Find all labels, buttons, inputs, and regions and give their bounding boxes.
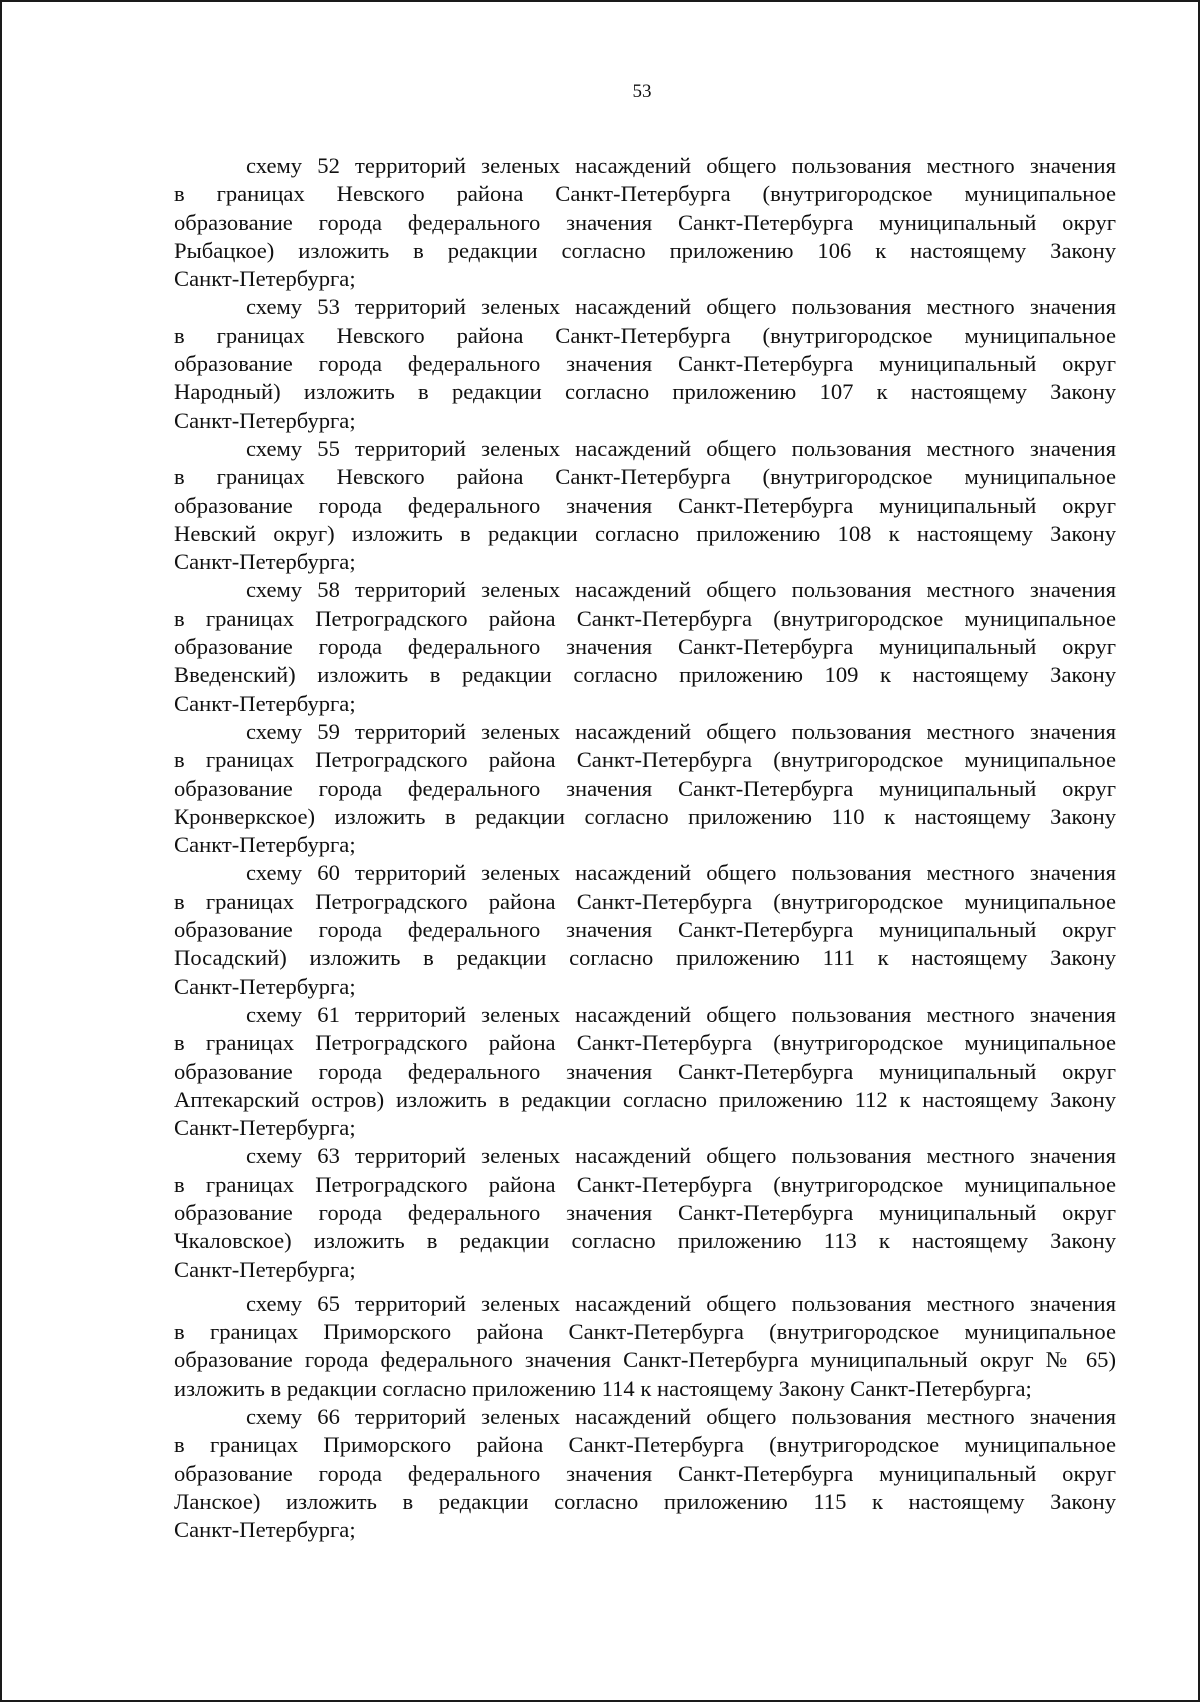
paragraph xyxy=(174,576,1116,717)
page-number: 53 xyxy=(632,81,652,102)
text-line: в границах Приморского района Санкт-Петербурга (внутригородское муниципальное xyxy=(174,1319,1116,1345)
text-line: Санкт-Петербурга; xyxy=(174,407,356,433)
text-line: в границах Невского района Санкт-Петербурга (внутригородское муниципальное xyxy=(174,464,1116,490)
text-line: схему 66 территорий зеленых насаждений общего пользования местного значения xyxy=(246,1404,1116,1430)
text-line: образование города федерального значения Санкт-Петербурга муниципальный округ xyxy=(174,209,1116,235)
text-line: изложить в редакции согласно приложению 114 к настоящему Закону Санкт-Петербурга; xyxy=(174,1375,1032,1401)
text-line: Чкаловское) изложить в редакции согласно приложению 113 к настоящему Закону xyxy=(174,1228,1116,1254)
text-line: Ланское) изложить в редакции согласно приложению 115 к настоящему Закону xyxy=(174,1488,1116,1514)
text-line: образование города федерального значения Санкт-Петербурга муниципальный округ xyxy=(174,351,1116,377)
text-line: образование города федерального значения Санкт-Петербурга муниципальный округ № 65) xyxy=(174,1347,1116,1373)
text-line: Аптекарский остров) изложить в редакции согласно приложению 112 к настоящему Закону xyxy=(174,1086,1116,1112)
text-line: схему 55 территорий зеленых насаждений общего пользования местного значения xyxy=(246,435,1116,461)
text-line: образование города федерального значения Санкт-Петербурга муниципальный округ xyxy=(174,1460,1116,1486)
text-line: Санкт-Петербурга; xyxy=(174,1115,356,1141)
text-line: Народный) изложить в редакции согласно приложению 107 к настоящему Закону xyxy=(174,379,1116,405)
paragraph xyxy=(174,1290,1116,1403)
text-line: образование города федерального значения Санкт-Петербурга муниципальный округ xyxy=(174,1199,1116,1225)
paragraph xyxy=(174,293,1116,434)
text-line: в границах Петроградского района Санкт-Петербурга (внутригородское муниципальное xyxy=(174,1171,1116,1197)
text-line: образование города федерального значения Санкт-Петербурга муниципальный округ xyxy=(174,775,1116,801)
text-line: Санкт-Петербурга; xyxy=(174,832,356,858)
text-line: схему 58 территорий зеленых насаждений общего пользования местного значения xyxy=(246,577,1116,603)
text-line: Рыбацкое) изложить в редакции согласно приложению 106 к настоящему Закону xyxy=(174,237,1116,263)
text-line: в границах Петроградского района Санкт-Петербурга (внутригородское муниципальное xyxy=(174,605,1116,631)
text-line: Посадский) изложить в редакции согласно приложению 111 к настоящему Закону xyxy=(174,945,1116,971)
text-line: в границах Приморского района Санкт-Петербурга (внутригородское муниципальное xyxy=(174,1432,1116,1458)
text-line: схему 65 территорий зеленых насаждений общего пользования местного значения xyxy=(246,1290,1116,1316)
paragraph xyxy=(174,718,1116,859)
paragraph xyxy=(174,1001,1116,1142)
text-line: Санкт-Петербурга; xyxy=(174,549,356,575)
text-line: в границах Невского района Санкт-Петербурга (внутригородское муниципальное xyxy=(174,322,1116,348)
text-line: образование города федерального значения Санкт-Петербурга муниципальный округ xyxy=(174,917,1116,943)
text-line: Санкт-Петербурга; xyxy=(174,690,356,716)
text-line: Санкт-Петербурга; xyxy=(174,266,356,292)
text-line: в границах Петроградского района Санкт-Петербурга (внутригородское муниципальное xyxy=(174,747,1116,773)
text-line: в границах Петроградского района Санкт-Петербурга (внутригородское муниципальное xyxy=(174,1030,1116,1056)
paragraph xyxy=(174,859,1116,1000)
text-line: схему 59 территорий зеленых насаждений общего пользования местного значения xyxy=(246,718,1116,744)
paragraph xyxy=(174,435,1116,576)
paragraph xyxy=(174,1142,1116,1283)
text-line: Введенский) изложить в редакции согласно приложению 109 к настоящему Закону xyxy=(174,662,1116,688)
text-line: схему 52 территорий зеленых насаждений общего пользования местного значения xyxy=(246,153,1116,178)
text-line: схему 63 территорий зеленых насаждений общего пользования местного значения xyxy=(246,1143,1116,1169)
text-line: схему 53 территорий зеленых насаждений общего пользования местного значения xyxy=(246,294,1116,320)
paragraph xyxy=(174,1403,1116,1544)
text-line: образование города федерального значения Санкт-Петербурга муниципальный округ xyxy=(174,634,1116,660)
text-line: образование города федерального значения Санкт-Петербурга муниципальный округ xyxy=(174,1058,1116,1084)
text-line: Санкт-Петербурга; xyxy=(174,973,356,999)
text-line: образование города федерального значения Санкт-Петербурга муниципальный округ xyxy=(174,492,1116,518)
document-body xyxy=(174,152,1116,1545)
text-line: Кронверкское) изложить в редакции согласно приложению 110 к настоящему Закону xyxy=(174,803,1116,829)
text-line: в границах Петроградского района Санкт-Петербурга (внутригородское муниципальное xyxy=(174,888,1116,914)
paragraph xyxy=(174,152,1116,293)
text-line: в границах Невского района Санкт-Петербурга (внутригородское муниципальное xyxy=(174,181,1116,207)
text-line: Невский округ) изложить в редакции согласно приложению 108 к настоящему Закону xyxy=(174,520,1116,546)
text-line: Санкт-Петербурга; xyxy=(174,1517,356,1543)
text-line: Санкт-Петербурга; xyxy=(174,1256,356,1282)
text-line: схему 60 территорий зеленых насаждений общего пользования местного значения xyxy=(246,860,1116,886)
text-line: схему 61 территорий зеленых насаждений общего пользования местного значения xyxy=(246,1001,1116,1027)
